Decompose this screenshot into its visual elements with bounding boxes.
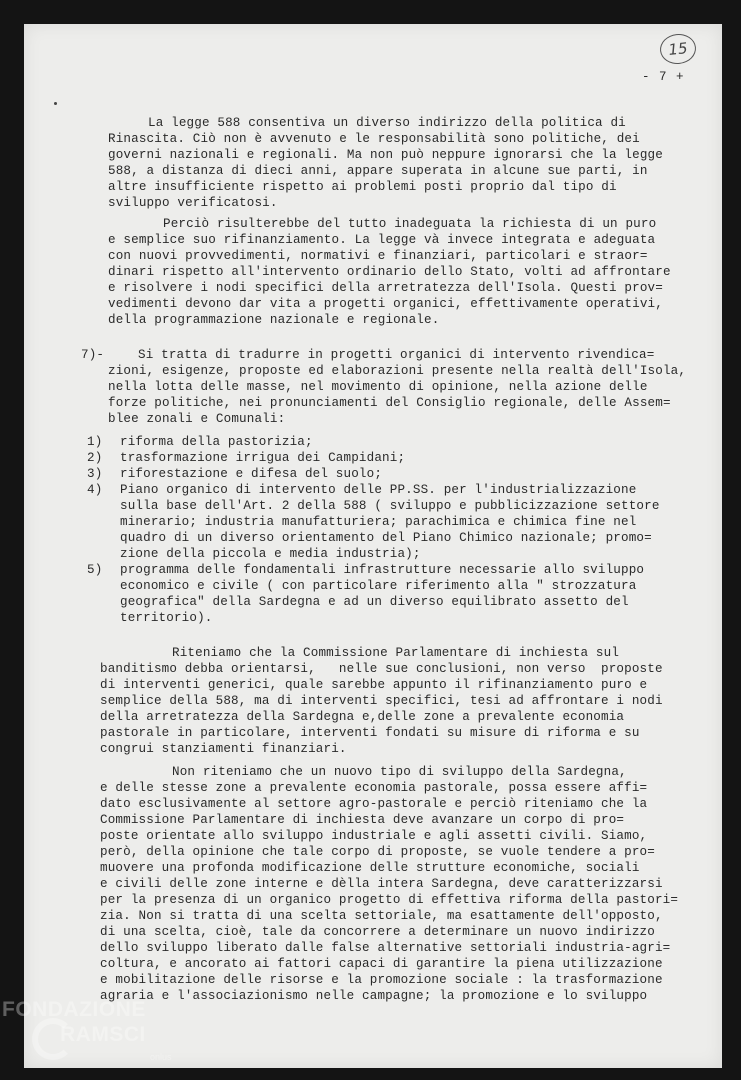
text-line: e delle stesse zone a prevalente economia pastorale, possa essere affi= bbox=[100, 781, 648, 795]
text-line: Non riteniamo che un nuovo tipo di sviluppo della Sardegna, bbox=[172, 765, 627, 779]
list-item: sulla base dell'Art. 2 della 588 ( sviluppo e pubblicizzazione settore bbox=[120, 499, 660, 513]
list-item: minerario; industria manufatturiera; parachimica e chimica fine nel bbox=[120, 515, 637, 529]
text-line: dinari rispetto all'intervento ordinario dello Stato, volti ad affrontare bbox=[108, 265, 671, 279]
text-line: dello sviluppo liberato dalle false alternative settoriali industria-agri= bbox=[100, 941, 671, 955]
text-line: e semplice suo rifinanziamento. La legge và invece integrata e adeguata bbox=[108, 233, 656, 247]
text-line: e mobilitazione delle risorse e la promozione sociale : la trasformazione bbox=[100, 973, 663, 987]
text-line: zia. Non si tratta di una scelta settoriale, ma esattamente dell'opposto, bbox=[100, 909, 663, 923]
list-number: 3) bbox=[87, 467, 103, 481]
text-line: blee zonali e Comunali: bbox=[108, 412, 286, 426]
text-line: altre insufficiente rispetto ai problemi posti proprio dal tipo di bbox=[108, 180, 617, 194]
text-line: congrui stanziamenti finanziari. bbox=[100, 742, 347, 756]
list-number: 5) bbox=[87, 563, 103, 577]
document-page bbox=[24, 24, 722, 1068]
text-line: governi nazionali e regionali. Ma non può neppure ignorarsi che la legge bbox=[108, 148, 663, 162]
list-number: 4) bbox=[87, 483, 103, 497]
text-line: muovere una profonda modificazione delle strutture economiche, sociali bbox=[100, 861, 640, 875]
text-line: nella lotta delle masse, nel movimento di opinione, nella azione delle bbox=[108, 380, 648, 394]
text-line: banditismo debba orientarsi, nelle sue conclusioni, non verso proposte bbox=[100, 662, 663, 676]
list-item: riforma della pastorizia; bbox=[120, 435, 313, 449]
text-line: per la presenza di un organico progetto di effettiva riforma della pastori= bbox=[100, 893, 679, 907]
text-line: però, della opinione che tale corpo di proposte, se vuole tendere a pro= bbox=[100, 845, 655, 859]
section-marker: 7)- bbox=[81, 348, 105, 362]
text-line: della arretratezza della Sardegna e,delle zone a prevalente economia bbox=[100, 710, 625, 724]
archive-watermark bbox=[0, 996, 200, 1080]
list-item: geografica" della Sardegna e ad un diverso equilibrato assetto del bbox=[120, 595, 629, 609]
text-line: sviluppo verificatosi. bbox=[108, 196, 278, 210]
list-number: 1) bbox=[87, 435, 103, 449]
text-line: dato esclusivamente al settore agro-pastorale e perciò riteniamo che la bbox=[100, 797, 648, 811]
list-item: territorio). bbox=[120, 611, 213, 625]
text-line: Rinascita. Ciò non è avvenuto e le responsabilità sono politiche, dei bbox=[108, 132, 640, 146]
text-line: zioni, esigenze, proposte ed elaborazioni presente nella realtà dell'Isola, bbox=[108, 364, 687, 378]
text-line: La legge 588 consentiva un diverso indirizzo della politica di bbox=[148, 116, 626, 130]
list-item: Piano organico di intervento delle PP.SS. per l'industrializzazione bbox=[120, 483, 637, 497]
page-number: - 7 + bbox=[642, 70, 685, 84]
text-line: della programmazione nazionale e regionale. bbox=[108, 313, 440, 327]
text-line: poste orientate allo sviluppo industriale e agli assetti civili. Siamo, bbox=[100, 829, 648, 843]
page-stamp: 15 bbox=[659, 32, 698, 66]
list-item: trasformazione irrigua dei Campidani; bbox=[120, 451, 406, 465]
list-item: economico e civile ( con particolare riferimento alla " strozzatura bbox=[120, 579, 637, 593]
text-line: semplice della 588, ma di interventi specifici, tesi ad affrontare i nodi bbox=[100, 694, 663, 708]
text-line: pastorale in particolare, interventi fondati su misure di riforma e su bbox=[100, 726, 640, 740]
list-item: riforestazione e difesa del suolo; bbox=[120, 467, 383, 481]
ink-speck bbox=[54, 102, 57, 105]
text-line: vedimenti devono dar vita a progetti organici, effettivamente operativi, bbox=[108, 297, 663, 311]
list-item: zione della piccola e media industria); bbox=[120, 547, 421, 561]
list-number: 2) bbox=[87, 451, 103, 465]
text-line: coltura, e ancorato ai fattori capaci di garantire la piena utilizzazione bbox=[100, 957, 663, 971]
text-line: di interventi generici, quale sarebbe appunto il rifinanziamento puro e bbox=[100, 678, 648, 692]
text-line: Commissione Parlamentare di inchiesta deve avanzare un corpo di pro= bbox=[100, 813, 625, 827]
text-line: agraria e l'associazionismo nelle campagne; la promozione e lo sviluppo bbox=[100, 989, 648, 1003]
text-line: forze politiche, nei pronunciamenti del Consiglio regionale, delle Assem= bbox=[108, 396, 671, 410]
text-line: e civili delle zone interne e dèlla intera Sardegna, deve caratterizzarsi bbox=[100, 877, 663, 891]
text-line: di una scelta, cioè, tale da concorrere a determinare un nuovo indirizzo bbox=[100, 925, 655, 939]
text-line: e risolvere i nodi specifici della arretratezza dell'Isola. Questi prov= bbox=[108, 281, 663, 295]
text-line: Riteniamo che la Commissione Parlamentare di inchiesta sul bbox=[172, 646, 620, 660]
watermark-suffix: onlus bbox=[150, 1052, 172, 1062]
text-line: con nuovi provvedimenti, normativi e finanziari, particolari e straor= bbox=[108, 249, 648, 263]
text-line: Si tratta di tradurre in progetti organici di intervento rivendica= bbox=[138, 348, 655, 362]
text-line: Perciò risulterebbe del tutto inadeguata la richiesta di un puro bbox=[163, 217, 657, 231]
watermark-text: RAMSCI bbox=[60, 1023, 146, 1046]
list-item: quadro di un diverso orientamento del Piano Chimico nazionale; promo= bbox=[120, 531, 652, 545]
list-item: programma delle fondamentali infrastrutture necessarie allo sviluppo bbox=[120, 563, 645, 577]
watermark-text: FONDAZIONE bbox=[2, 998, 146, 1021]
text-line: 588, a distanza di dieci anni, appare superata in alcune sue parti, in bbox=[108, 164, 648, 178]
